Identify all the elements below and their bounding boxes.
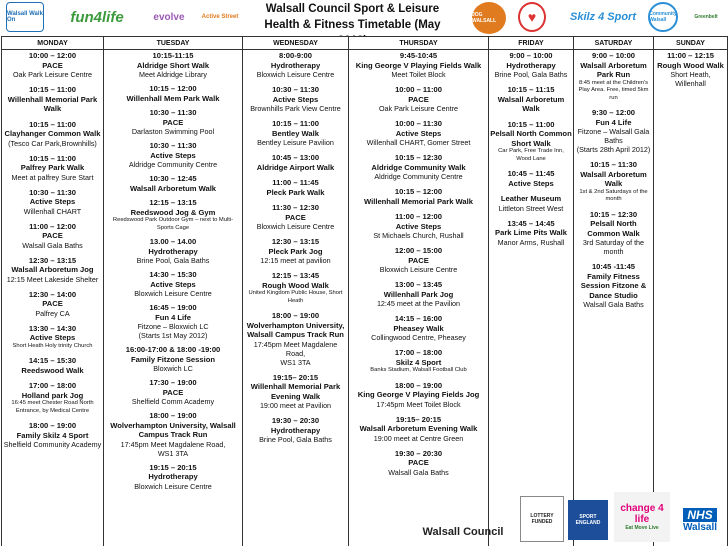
session-title: Pleck Park Jog (268, 246, 323, 256)
session-location: Collingwood Centre, Pheasey (371, 333, 466, 342)
session-title: PACE (162, 387, 184, 397)
session-time: 17:00 – 18:00 (28, 381, 77, 390)
session-entry (490, 219, 572, 247)
session-entry (575, 262, 652, 309)
session-location: WS1 3TA (280, 357, 311, 367)
session-time: 10:00 – 11:00 (395, 85, 442, 94)
session-entry (350, 212, 487, 240)
session-location: Brine Pool, Gala Baths (494, 70, 568, 79)
session-title: Walsall Arboretum Evening Walk (359, 424, 478, 433)
session-location: Reedswood Park Outdoor Gym – next to Multi-Sports Cage (112, 217, 234, 231)
change4life-name: change 4 life (620, 503, 664, 525)
session-entry (350, 280, 487, 308)
session-location: Fitzone – Walsall Gala Baths (577, 127, 650, 145)
session-title: Active Steps (395, 128, 442, 138)
session-location: Fitzone – Bloxwich LC (137, 322, 209, 331)
session-location: Manor Arms, Rushall (497, 237, 565, 247)
session-entry (3, 222, 102, 250)
session-time: 11:30 – 12:30 (272, 203, 319, 212)
session-entry (490, 194, 572, 213)
timetable (1, 36, 728, 546)
saturday-column (574, 50, 654, 546)
session-time: 14:15 – 15:30 (28, 356, 77, 365)
session-time: 8:00-9:00 (279, 51, 312, 60)
session-entry (244, 373, 347, 411)
session-title: Pleck Park Walk (266, 187, 325, 197)
session-entry (105, 51, 241, 79)
walsall-walk-logo: Walsall Walk On (6, 2, 44, 32)
session-time: 10:15 – 11:00 (29, 153, 76, 163)
session-entry (655, 51, 726, 88)
session-location: Banks Stadium, Walsall Football Club (370, 367, 467, 373)
session-entry (244, 203, 347, 231)
session-entry (105, 108, 241, 136)
session-location: Brine Pool, Gala Baths (259, 435, 332, 444)
session-title: Palfrey Park Walk (20, 163, 85, 172)
session-title: King George V Playing Fields Walk (355, 60, 482, 70)
session-time: 12:15 – 13:15 (149, 198, 197, 207)
session-title: Reedswood Jog & Gym (130, 207, 216, 217)
day-header-monday: MONDAY (2, 37, 104, 50)
session-entry (105, 141, 241, 169)
session-entry (350, 153, 487, 181)
session-title: Hydrotherapy (506, 60, 556, 70)
day-header-sunday: SUNDAY (654, 37, 728, 50)
session-time: 10:15-11:15 (152, 51, 194, 60)
session-entry (350, 246, 487, 274)
session-title: Aldridge Community Walk (371, 162, 466, 172)
day-header-wednesday: WEDNESDAY (243, 37, 349, 50)
session-location: Aldridge Community Centre (374, 172, 463, 181)
nhs-mark: NHS (683, 508, 716, 522)
session-time: 10:15 – 11:00 (507, 119, 555, 129)
session-entry (244, 178, 347, 197)
session-title: Active Steps (29, 333, 76, 342)
session-location: Littleton Street West (498, 203, 564, 213)
session-entry (350, 51, 487, 79)
session-location: Brownhills Park View Centre (250, 104, 341, 113)
session-location: Bloxwich Leisure Centre (134, 289, 212, 298)
change4life-tagline: Eat Move Live (625, 525, 659, 531)
session-entry (105, 237, 241, 265)
session-time: 10:15 – 11:00 (29, 119, 76, 129)
session-location: Aldridge Community Centre (128, 160, 218, 169)
session-title: Willenhall Memorial Park Walk (7, 94, 98, 113)
session-title: PACE (285, 212, 306, 222)
greenbelt-logo: Greenbelt (694, 14, 718, 20)
session-location: Bloxwich Leisure Centre (256, 70, 335, 79)
session-entry (3, 85, 102, 114)
session-location: Shelfield Comm Academy (131, 397, 215, 406)
session-entry (3, 381, 102, 415)
sport-england-logo: SPORT ENGLAND (568, 500, 608, 540)
session-time: 10:45 – 11:45 (507, 169, 555, 178)
session-title: Clayhanger Common Walk (4, 129, 101, 138)
session-entry (244, 153, 347, 172)
session-entry (105, 198, 241, 232)
session-title: PACE (42, 231, 63, 240)
session-title: PACE (162, 117, 184, 127)
session-title: Wolverhampton University, Walsall Campus Track Run (246, 320, 345, 339)
session-entry (244, 271, 347, 305)
day-header-tuesday: TUESDAY (104, 37, 243, 50)
session-time: 14:15 – 16:00 (394, 314, 443, 323)
session-title: Wolverhampton University, Walsall Campus Track Run (110, 420, 236, 439)
session-time: 10:45 – 13:00 (271, 153, 320, 162)
session-location: Walsall Gala Baths (22, 240, 83, 250)
session-title: Walsall Arboretum Jog (11, 265, 94, 274)
session-time: 19:30 – 20:30 (394, 448, 443, 458)
session-entry (350, 348, 487, 375)
session-title: Rough Wood Walk (657, 60, 724, 70)
session-time: 13.00 – 14.00 (149, 237, 197, 246)
session-time: 18:00 – 19:00 (28, 421, 77, 430)
session-entry (490, 169, 572, 188)
session-entry (350, 85, 487, 113)
session-title: Aldridge Airport Walk (256, 162, 335, 172)
session-time: 17:00 – 18:00 (394, 348, 443, 357)
session-entry (350, 449, 487, 477)
session-time: 10:30 – 11:30 (29, 187, 76, 197)
fun4life-logo: fun4life (70, 8, 124, 26)
session-location: 17:45pm Meet Toilet Block (376, 399, 461, 409)
community-logo: Community Walsall (648, 2, 678, 32)
wednesday-column (243, 50, 349, 546)
session-time: 14:30 – 15:30 (149, 270, 197, 279)
session-location: Meet Toilet Block (391, 70, 446, 79)
session-entry (105, 345, 241, 373)
session-location: Oak Park Leisure Centre (12, 70, 93, 79)
session-time: 9:45-10:45 (399, 51, 438, 60)
session-time: 10:15 – 12:00 (394, 187, 443, 196)
evolve-logo: evolve (153, 11, 185, 23)
session-entry (3, 356, 102, 375)
session-time: 12:15 – 13:45 (271, 271, 320, 280)
session-entry (3, 290, 102, 318)
session-entry (105, 378, 241, 406)
session-time: 16:45 – 19:00 (149, 303, 197, 312)
session-entry (3, 421, 102, 449)
session-title: Leather Museum (500, 194, 562, 203)
session-title: Active Steps (395, 221, 442, 231)
session-title: Rough Wood Walk (262, 280, 329, 290)
jog-walsall-logo: JOG WALSALL (472, 2, 506, 34)
session-time: 19:15 – 20:15 (149, 462, 197, 472)
skilz-logo: Skilz 4 Sport (569, 11, 637, 23)
session-title: Holland park Jog (21, 390, 84, 400)
session-time: 18:00 – 19:00 (394, 380, 443, 390)
session-time: 10:30 – 11:30 (149, 141, 197, 150)
session-title: Family Fitzone Session (131, 354, 215, 364)
session-title: Family Fitness Session Fitzone & Dance Studio (580, 271, 647, 300)
session-location: Bloxwich Leisure Centre (134, 481, 212, 491)
session-title: Walsall Arboretum Park Run (580, 60, 647, 79)
session-location: 17:45pm Meet Magdalene Road, (253, 339, 338, 358)
session-title: PACE (408, 94, 429, 104)
day-header-saturday: SATURDAY (574, 37, 654, 50)
session-time: 19:15– 20:15 (272, 372, 319, 382)
session-time: 10:15 – 12:00 (149, 84, 197, 93)
session-location: 1st & 2nd Saturdays of the month (579, 188, 648, 202)
session-title: Walsall Arboretum Walk (129, 183, 217, 193)
session-title: Active Steps (150, 150, 196, 160)
session-location: (Tesco Car Park,Brownhills) (8, 138, 97, 148)
session-time: 10:15 – 11:00 (29, 85, 76, 94)
session-time: 13:45 – 14:45 (507, 218, 555, 228)
session-entry (3, 188, 102, 216)
session-location: 19:00 meet at Pavilion (259, 401, 332, 410)
session-location: 16:45 meet Chester Road North Entrance, by Medical Centre (11, 400, 94, 414)
session-entry (350, 187, 487, 206)
session-entry (244, 85, 347, 113)
session-location: Oak Park Leisure Centre (378, 104, 459, 113)
session-location: 19:00 meet at Centre Green (373, 433, 464, 443)
session-entry (490, 51, 572, 79)
session-title: Willenhall Park Jog (383, 289, 454, 299)
session-entry (350, 314, 487, 342)
session-location: 12:15 Meet Lakeside Shelter (6, 274, 99, 284)
session-entry (105, 270, 241, 298)
session-time: 12:30 – 13:15 (28, 255, 77, 265)
session-title: Active Steps (150, 279, 196, 289)
session-entry (350, 119, 487, 147)
session-title: Hydrotherapy (270, 60, 321, 70)
session-time: 10:15 – 11:15 (507, 85, 555, 94)
session-location: 12:45 meet at the Pavilion (376, 299, 461, 308)
session-title: Hydrotherapy (148, 246, 198, 256)
session-time: 10:00 – 11:30 (395, 119, 442, 128)
session-entry (105, 174, 241, 193)
session-entry (490, 120, 572, 164)
session-time: 9:00 – 10:00 (509, 51, 553, 60)
session-location: WS1 3TA (157, 448, 189, 458)
session-time: 13:00 – 13:45 (394, 280, 443, 289)
session-entry (3, 120, 102, 148)
session-location: Meet at palfrey Sure Start (11, 172, 94, 182)
session-location: Willenhall CHART (23, 206, 82, 216)
monday-column (2, 50, 104, 546)
session-time: 10:15 – 11:30 (590, 160, 637, 169)
session-location: 17:45pm Meet Magdalene Road, (120, 439, 226, 449)
session-time: 9:00 – 10:00 (591, 51, 636, 60)
session-title: Active Steps (272, 94, 319, 104)
session-entry (575, 210, 652, 257)
session-location: Walsall Gala Baths (583, 300, 644, 309)
walsall-council-logo: Walsall Council (422, 526, 504, 538)
session-title: Skilz 4 Sport (395, 357, 442, 367)
thursday-column (349, 50, 489, 546)
session-entry (575, 51, 652, 102)
session-entry (3, 256, 102, 284)
session-location: 8:45 meet at the Children's Play Area. Free, timed 5km run (578, 79, 649, 101)
session-entry (105, 463, 241, 491)
session-location: Shelfield Community Academy (3, 440, 102, 449)
session-title: Aldridge Short Walk (136, 60, 210, 70)
session-title: Hydrotherapy (270, 425, 321, 435)
session-title: Hydrotherapy (148, 472, 198, 481)
session-location: Bloxwich LC (153, 364, 193, 373)
session-time: 12:00 – 15:00 (394, 246, 443, 255)
session-time: 12:30 – 14:00 (28, 289, 77, 299)
session-location: Willenhall CHART, Gomer Street (366, 138, 471, 147)
title-line-1: Walsall Council Sport & Leisure (265, 3, 440, 15)
session-entry (350, 415, 487, 443)
session-time: 10:30 – 12:45 (149, 174, 197, 183)
session-entry (105, 411, 241, 458)
session-entry (105, 303, 241, 340)
session-title: Bentley Walk (272, 128, 319, 138)
session-entry (3, 324, 102, 351)
session-time: 11:00 – 12:00 (29, 221, 76, 231)
active-street-logo: Active Street (201, 14, 239, 20)
session-title: PACE (408, 458, 429, 467)
session-entry (575, 160, 652, 204)
session-location: Bloxwich Leisure Centre (256, 222, 335, 231)
session-entry (3, 51, 102, 79)
nhs-place: Walsall (682, 521, 718, 533)
session-title: Active Steps (508, 178, 554, 188)
session-location: Brine Pool, Gala Baths (136, 256, 210, 265)
session-time: 10:00 – 12:00 (28, 51, 77, 60)
day-header-friday: FRIDAY (489, 37, 574, 50)
session-title: Walsall Arboretum Walk (497, 94, 565, 113)
session-time: 10:30 – 11:30 (272, 85, 319, 94)
nhs-walsall-logo (676, 498, 724, 542)
lottery-funded-logo: LOTTERY FUNDED (520, 496, 564, 542)
session-time: 17:30 – 19:00 (149, 378, 197, 387)
session-time: 11:00 – 12:00 (395, 212, 442, 221)
session-location: Meet Aldridge Library (139, 70, 207, 79)
title-line-2: Health & Fitness Timetable (May (264, 19, 441, 31)
session-entry (244, 416, 347, 444)
session-title: Willenhall Mem Park Walk (126, 93, 220, 103)
session-time: 10:15 – 12:30 (589, 209, 638, 219)
session-title: PACE (42, 299, 63, 308)
session-title: Pelsall North Common Short Walk (490, 129, 572, 148)
session-time: 9:30 – 12:00 (591, 108, 636, 117)
day-header-thursday: THURSDAY (349, 37, 489, 50)
session-title: Reedswood Walk (21, 365, 84, 375)
session-location: Bloxwich Leisure Centre (379, 265, 458, 274)
session-location: United Kingdom Public House, Short Heath (248, 290, 343, 304)
session-title: PACE (42, 60, 63, 70)
session-title: Pelsall North Common Walk (587, 219, 640, 238)
session-entry (244, 51, 347, 79)
session-location: Palfrey CA (35, 308, 70, 318)
session-title: Willenhall Memorial Park Walk (364, 196, 473, 206)
session-title: Active Steps (29, 197, 76, 206)
session-time: 18:00 – 19:00 (271, 311, 320, 320)
session-location: (Starts 1st May 2012) (138, 331, 208, 340)
session-entry (3, 154, 102, 182)
session-time: 12:30 – 13:15 (271, 237, 320, 246)
session-location: Darlaston Swimming Pool (131, 127, 215, 136)
session-time: 10:30 – 11:30 (149, 108, 197, 117)
session-entry (350, 381, 487, 409)
tuesday-column (104, 50, 243, 546)
heart-logo: ♥ (518, 2, 546, 32)
session-time: 19:30 – 20:30 (271, 416, 320, 425)
session-entry (244, 237, 347, 265)
session-entry (244, 119, 347, 147)
friday-column (489, 50, 574, 546)
change4life-logo (614, 492, 670, 542)
session-location: 3rd Saturday of the month (582, 238, 645, 256)
session-location: Car Park, Free Trade Inn, Wood Lane (498, 148, 564, 162)
session-location: 12:15 meet at pavilion (260, 256, 331, 265)
session-location: Bentley Leisure Pavilion (257, 138, 334, 147)
session-time: 10:45 -11:45 (591, 262, 636, 271)
session-location: St Michaels Church, Rushall (373, 231, 464, 240)
session-time: 10:15 – 12:30 (394, 153, 443, 162)
session-time: 11:00 – 12:15 (667, 51, 714, 60)
session-title: Park Lime Pits Walk (495, 228, 567, 237)
session-title: Fun 4 Life (155, 312, 191, 322)
session-title: PACE (408, 255, 429, 265)
session-location: Short Heath Holy trinity Church (12, 342, 93, 349)
session-location: Short Heath, Willenhall (670, 70, 711, 88)
session-location: Walsall Gala Baths (388, 467, 449, 477)
session-time: 19:15– 20:15 (395, 414, 442, 424)
session-location: (Starts 28th April 2012) (576, 145, 651, 154)
session-title: Family Skilz 4 Sport (16, 430, 89, 440)
header (0, 0, 728, 36)
session-entry (244, 311, 347, 367)
session-title: Fun 4 Life (595, 117, 632, 127)
session-title: Walsall Arboretum Walk (580, 169, 647, 188)
session-title: Willenhall Memorial Park Evening Walk (250, 382, 341, 401)
session-entry (575, 108, 652, 154)
session-time: 18:00 – 19:00 (149, 411, 197, 420)
session-time: 13:30 – 14:30 (28, 323, 77, 333)
sunday-column (654, 50, 728, 546)
session-entry (490, 85, 572, 114)
session-time: 11:00 – 11:45 (272, 178, 319, 187)
partner-logos (408, 488, 728, 546)
session-entry (105, 84, 241, 103)
session-time: 16:00-17:00 & 18:00 -19:00 (125, 345, 221, 354)
session-time: 10:15 – 11:00 (272, 119, 319, 128)
session-title: King George V Playing Fields Jog (357, 390, 480, 399)
session-title: Pheasey Walk (393, 323, 444, 333)
